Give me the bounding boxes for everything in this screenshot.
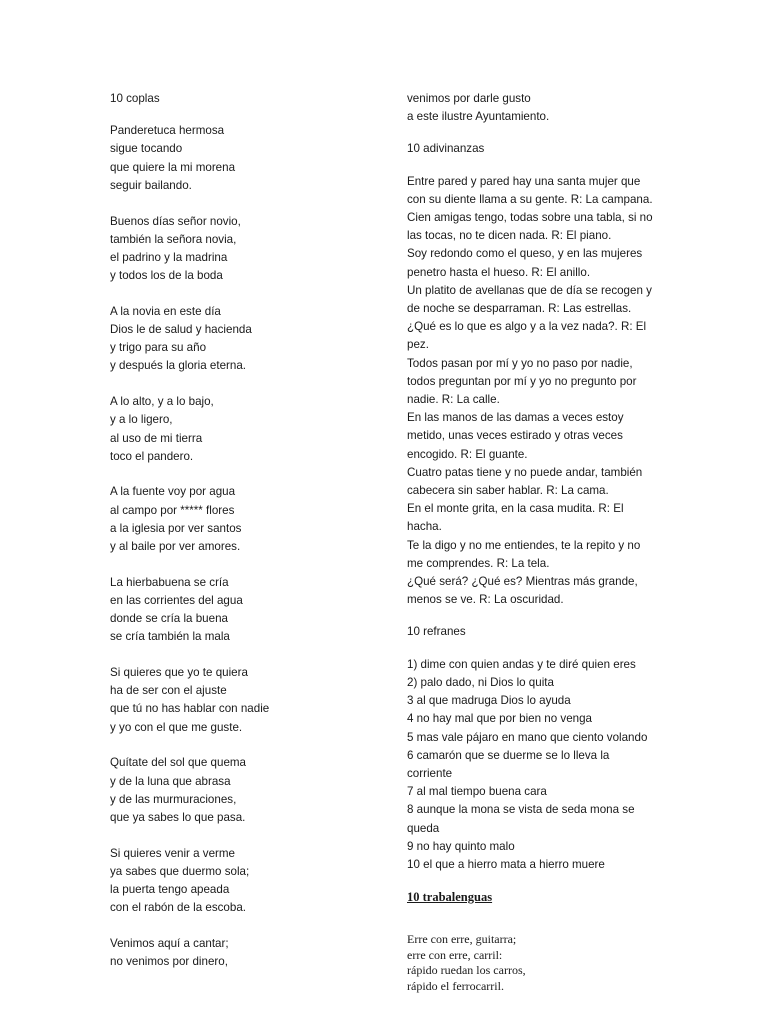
adivinanza-line: Todos pasan por mí y yo no paso por nadie, — [407, 356, 633, 370]
refran-line: 1) dime con quien andas y te diré quien eres — [407, 657, 636, 671]
trabalenguas-line: erre con erre, carril: — [407, 947, 503, 962]
copla-line: Panderetuca hermosa — [110, 124, 225, 138]
adivinanza-line: Soy redondo como el queso, y en las mujeres — [407, 247, 643, 261]
refran-line: 2) palo dado, ni Dios lo quita — [407, 675, 554, 689]
adivinanza-line: todos preguntan por mí y yo no pregunto por — [407, 374, 637, 388]
refran-line: 3 al que madruga Dios lo ayuda — [407, 694, 571, 708]
copla-line: también la señora novia, — [110, 232, 237, 246]
copla-line: ha de ser con el ajuste — [110, 684, 227, 698]
copla-stanza — [110, 122, 380, 195]
adivinanza-line: En el monte grita, en la casa mudita. R: El — [407, 502, 624, 516]
copla-line: Quítate del sol que quema — [110, 756, 246, 770]
copla-line: A la fuente voy por agua — [110, 485, 236, 499]
copla-line: con el rabón de la escoba. — [110, 901, 247, 915]
copla-stanza — [110, 574, 380, 647]
trabalenguas-line: Erre con erre, guitarra; — [407, 932, 517, 947]
refran-line: 10 el que a hierro mata a hierro muere — [407, 857, 605, 871]
refran-line: 5 mas vale pájaro en mano que ciento volando — [407, 730, 648, 744]
copla-line: y de las murmuraciones, — [110, 792, 237, 806]
copla-stanza — [110, 483, 380, 556]
trabalenguas-heading: 10 trabalenguas — [407, 890, 493, 905]
copla-line: al campo por ***** flores — [110, 503, 235, 517]
copla-line: al uso de mi tierra — [110, 431, 203, 445]
refran-line: 4 no hay mal que por bien no venga — [407, 712, 592, 726]
copla-line: toco el pandero. — [110, 449, 194, 463]
adivinanza-line: metido, unas veces estirado y otras veces — [407, 429, 623, 443]
copla-line: y trigo para su año — [110, 341, 207, 355]
copla-continuation — [407, 90, 662, 126]
adivinanza-line: penetro hasta el hueso. R: El anillo. — [407, 265, 591, 279]
copla-line: a la iglesia por ver santos — [110, 521, 242, 535]
copla-stanza — [110, 213, 380, 286]
adivinanza-line: nadie. R: La calle. — [407, 393, 500, 407]
copla-stanza — [110, 845, 380, 918]
copla-line: ya sabes que duermo sola; — [110, 864, 250, 878]
copla-line: a este ilustre Ayuntamiento. — [407, 110, 550, 124]
adivinanza-line: pez. — [407, 338, 429, 352]
adivinanza-line: Cien amigas tengo, todas sobre una tabla, si no — [407, 211, 653, 225]
copla-stanza — [110, 754, 380, 827]
copla-line: que tú no has hablar con nadie — [110, 702, 270, 716]
refran-line: queda — [407, 821, 440, 835]
adivinanza-line: menos se ve. R: La oscuridad. — [407, 593, 564, 607]
copla-line: en las corrientes del agua — [110, 593, 243, 607]
copla-line: el padrino y la madrina — [110, 250, 228, 264]
coplas-heading: 10 coplas — [110, 92, 160, 105]
copla-line: La hierbabuena se cría — [110, 575, 229, 589]
refran-line: corriente — [407, 766, 453, 780]
copla-line: que ya sabes lo que pasa. — [110, 811, 246, 824]
refran-line: 8 aunque la mona se vista de seda mona se — [407, 803, 635, 817]
copla-line: donde se cría la buena — [110, 612, 228, 626]
adivinanza-line: encogido. R: El guante. — [407, 447, 528, 461]
copla-line: A lo alto, y a lo bajo, — [110, 395, 214, 409]
copla-line: la puerta tengo apeada — [110, 883, 230, 897]
copla-line: y yo con el que me guste. — [110, 720, 243, 734]
adivinanzas-list — [407, 173, 662, 610]
adivinanza-line: hacha. — [407, 520, 442, 534]
copla-line: sigue tocando — [110, 142, 183, 156]
copla-stanza — [110, 664, 380, 737]
copla-line: y de la luna que abrasa — [110, 774, 231, 788]
adivinanza-line: de noche se desparraman. R: Las estrellas. — [407, 302, 632, 316]
copla-line: Si quieres que yo te quiera — [110, 666, 248, 680]
refran-line: 9 no hay quinto malo — [407, 839, 515, 853]
adivinanza-line: Un platito de avellanas que de día se recogen y — [407, 283, 652, 297]
adivinanza-line: ¿Qué será? ¿Qué es? Mientras más grande, — [407, 575, 638, 589]
trabalenguas-text — [407, 932, 662, 994]
adivinanza-line: En las manos de las damas a veces estoy — [407, 411, 624, 425]
left-column — [110, 90, 380, 989]
copla-line: Venimos aquí a cantar; — [110, 937, 229, 951]
copla-line: no venimos por dinero, — [110, 955, 228, 969]
adivinanza-line: ¿Qué es lo que es algo y a la vez nada?. R: El — [407, 320, 647, 334]
refran-line: 6 camarón que se duerme se lo lleva la — [407, 748, 610, 762]
right-column — [407, 90, 662, 994]
copla-line: venimos por darle gusto — [407, 92, 531, 105]
refran-line: 7 al mal tiempo buena cara — [407, 785, 547, 799]
copla-line: que quiere la mi morena — [110, 160, 236, 174]
copla-line: y después la gloria eterna. — [110, 359, 246, 373]
copla-line: y a lo ligero, — [110, 413, 173, 427]
copla-line: Si quieres venir a verme — [110, 846, 236, 860]
adivinanza-line: Cuatro patas tiene y no puede andar, también — [407, 465, 643, 479]
refranes-heading: 10 refranes — [407, 625, 466, 639]
adivinanza-line: cabecera sin saber hablar. R: La cama. — [407, 484, 609, 498]
copla-stanza — [110, 393, 380, 466]
adivinanza-line: con su diente llama a su gente. R: La campana. — [407, 192, 653, 206]
adivinanza-line: Entre pared y pared hay una santa mujer que — [407, 174, 641, 188]
refranes-list — [407, 656, 662, 874]
adivinanzas-heading: 10 adivinanzas — [407, 142, 485, 156]
adivinanza-line: las tocas, no te dicen nada. R: El piano. — [407, 229, 612, 243]
copla-line: A la novia en este día — [110, 304, 221, 318]
copla-line: seguir bailando. — [110, 178, 192, 192]
copla-stanza — [110, 303, 380, 376]
adivinanza-line: Te la digo y no me entiendes, te la repito y no — [407, 538, 641, 552]
copla-line: y al baile por ver amores. — [110, 540, 241, 554]
copla-line: Dios le de salud y hacienda — [110, 323, 252, 337]
copla-line: se cría también la mala — [110, 630, 230, 644]
copla-line: y todos los de la boda — [110, 269, 223, 283]
trabalenguas-line: rápido el ferrocarril. — [407, 978, 504, 993]
coplas-list — [110, 122, 380, 971]
adivinanza-line: me comprendes. R: La tela. — [407, 556, 550, 570]
copla-stanza — [110, 935, 380, 971]
copla-line: Buenos días señor novio, — [110, 214, 241, 228]
trabalenguas-line: rápido ruedan los carros, — [407, 963, 526, 978]
